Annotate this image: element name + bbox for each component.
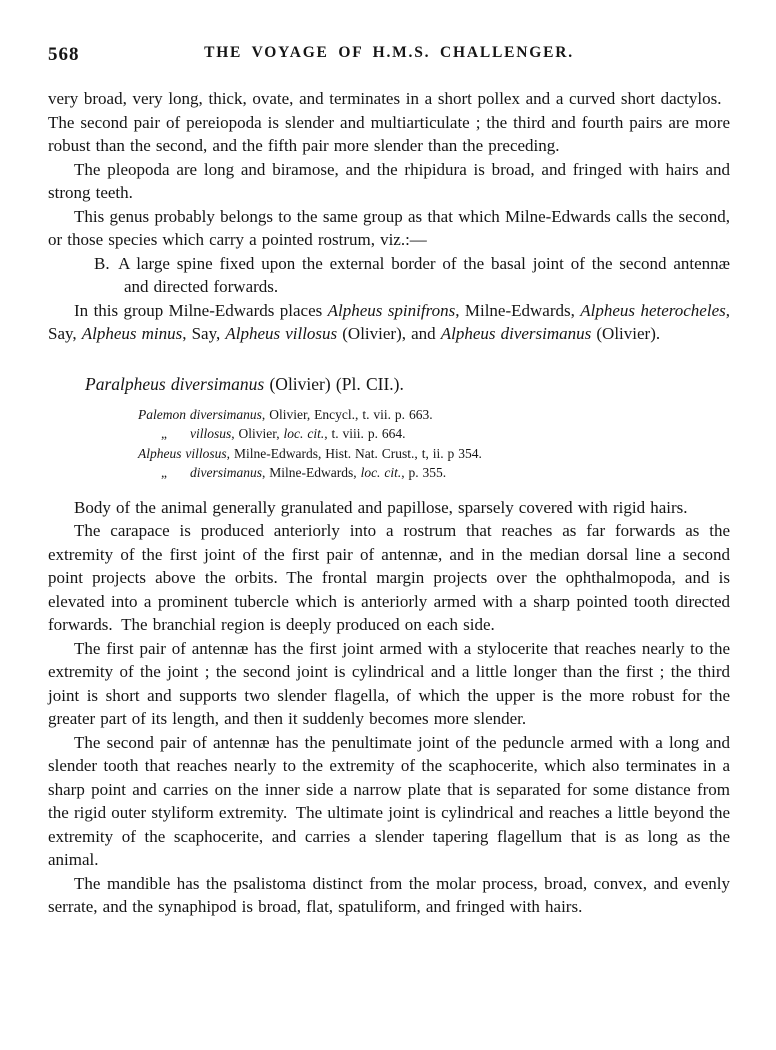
text-run: (Olivier). bbox=[591, 324, 661, 343]
text-run: Body of the animal generally granulated and papillose, sparsely covered with rigid hairs. bbox=[74, 497, 688, 517]
text-run: The first pair of antennæ has the first joint armed with a stylocerite that reaches nearly to the extremity of the joint ; the second joint is cylindrical and a little longer than the first ; the third joint is short and supports two slender flagella, of which the upper is the more robust for the greater part of its length, and then it suddenly becomes more slender. bbox=[48, 638, 730, 728]
italic-text: Alpheus minus bbox=[81, 324, 183, 343]
text-run: This genus probably belongs to the same group as that which Milne-Edwards calls the second, or those species which carry a pointed rostrum, viz.:— bbox=[48, 206, 730, 249]
text-run: very broad, very long, thick, ovate, and terminates in a short pollex and a curved short dactylos. The second pair of pereiopoda is slender and multiarticulate ; the third and fourth pairs are more robust than the second, and the fifth pair more slender than the preceding. bbox=[48, 89, 730, 155]
italic-text: Alpheus villosus bbox=[225, 324, 338, 343]
synonymy-list bbox=[138, 405, 730, 483]
text-run: The second pair of antennæ has the penultimate joint of the peduncle armed with a long and slender tooth that reaches nearly to the extremity of the scaphocerite, which also terminates in a sharp point and carries on the inner side a narrow plate that is separated for some distance from the rigid outer styliform extremity. The ultimate joint is cylindrical and reaches a little beyond the extremity of the scaphocerite, and carries a slender tapering flagellum that is as long as the animal. bbox=[48, 732, 730, 869]
ditto-mark: „ bbox=[161, 426, 167, 441]
paragraph-pleopoda bbox=[48, 158, 730, 205]
text-run: The mandible has the psalistoma distinct from the molar process, broad, convex, and evenly serrate, and the synaphipod is broad, flat, spatuliform, and fringed with hairs. bbox=[48, 873, 730, 916]
ditto-mark: „ bbox=[161, 465, 167, 480]
synonymy-entry bbox=[138, 405, 730, 425]
page-body bbox=[48, 87, 730, 919]
paragraph-first-antennae bbox=[48, 637, 730, 731]
italic-text: Alpheus diversimanus bbox=[440, 324, 592, 343]
synonymy-entry bbox=[138, 444, 730, 464]
species-heading bbox=[85, 372, 730, 396]
paragraph-body-description bbox=[48, 496, 730, 520]
paragraph-genus-group bbox=[48, 205, 730, 252]
synonymy-entry bbox=[138, 463, 730, 483]
page-number: 568 bbox=[48, 44, 80, 65]
text-run: , t. viii. p. 664. bbox=[324, 426, 406, 441]
italic-text: diversimanus bbox=[190, 465, 262, 480]
text-run: B. A large spine fixed upon the external border of the basal joint of the second antennæ and directed forwards. bbox=[94, 253, 730, 296]
paragraph-continuation bbox=[48, 87, 730, 158]
text-run: , Say, bbox=[48, 300, 730, 343]
paragraph-carapace bbox=[48, 519, 730, 637]
text-run: , Olivier, Encycl., t. vii. p. 663. bbox=[261, 406, 433, 422]
text-run: The pleopoda are long and biramose, and the rhipidura is broad, and fringed with hairs and strong teeth. bbox=[48, 159, 730, 202]
text-run: , Milne-Edwards, Hist. Nat. Crust., t, ii. p 354. bbox=[226, 445, 482, 461]
text-run: The carapace is produced anteriorly into a rostrum that reaches as far forwards as the extremity of the first joint of the first pair of antennæ, and in the median dorsal line a second point projects above the orbits. The frontal margin projects over the ophthalmopoda, and is elevated into a prominent tubercle which is anteriorly armed with a sharp pointed tooth directed forwards. The branchial region is deeply produced on each side. bbox=[48, 521, 730, 634]
list-item-b bbox=[48, 252, 730, 299]
text-run: , Say, bbox=[182, 324, 226, 343]
text-run: (Olivier) (Pl. CII.). bbox=[264, 373, 404, 394]
text-run: , Milne-Edwards, bbox=[455, 300, 581, 320]
paragraph-milne-edwards-group bbox=[48, 299, 730, 346]
italic-text: villosus bbox=[190, 426, 232, 441]
synonymy-entry bbox=[138, 424, 730, 444]
italic-text: Palemon diversimanus bbox=[138, 406, 262, 422]
italic-text: loc. cit. bbox=[283, 426, 325, 441]
page-header bbox=[48, 44, 730, 66]
italic-text: Alpheus heterocheles bbox=[580, 300, 726, 320]
italic-text: Alpheus villosus bbox=[138, 445, 227, 461]
italic-text: Paralpheus diversimanus bbox=[85, 373, 265, 394]
text-run: In this group Milne-Edwards places bbox=[74, 300, 328, 320]
italic-text: loc. cit. bbox=[360, 465, 402, 480]
text-run: , p. 355. bbox=[401, 465, 447, 480]
paragraph-second-antennae bbox=[48, 731, 730, 872]
text-run: , Olivier, bbox=[231, 426, 284, 441]
text-run: (Olivier), and bbox=[337, 324, 441, 343]
running-title: THE VOYAGE OF H.M.S. CHALLENGER. bbox=[204, 44, 574, 61]
italic-text: Alpheus spinifrons bbox=[327, 300, 456, 320]
text-run: , Milne-Edwards, bbox=[262, 465, 361, 480]
paragraph-mandible bbox=[48, 872, 730, 919]
